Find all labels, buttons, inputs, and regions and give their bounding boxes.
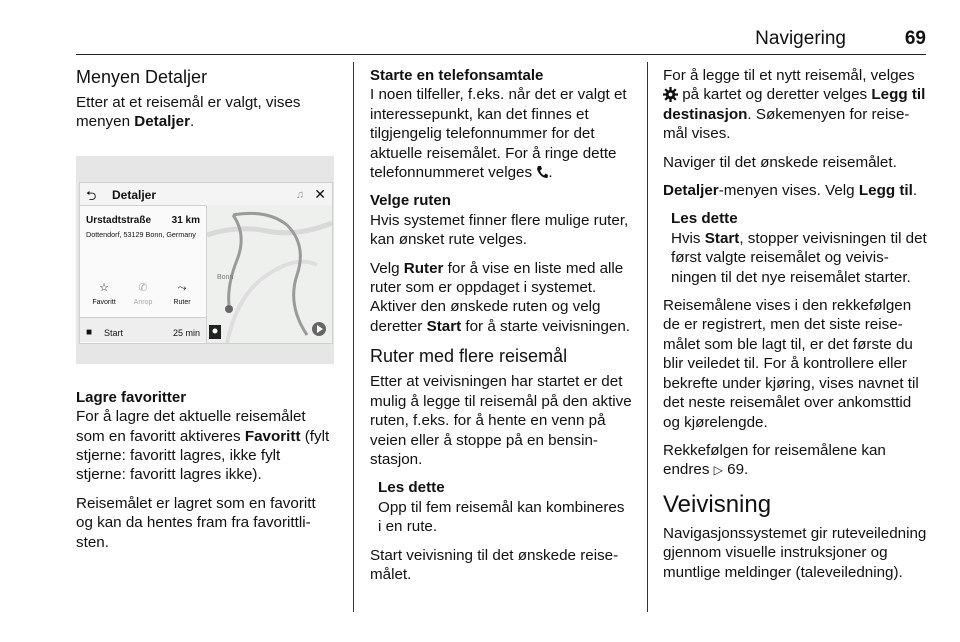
map-pin-icon [225, 305, 233, 313]
section-heading-menu-details: Menyen Detaljer [76, 67, 208, 87]
column-left [76, 66, 334, 561]
paragraph-save-favorites: For å lagre det aktuelle reisemålet som en favoritt aktiveres Favoritt (fylt stjerne: favoritt lagres, ikke fylt stjerne: favoritt lagres ikke). [76, 408, 330, 484]
page-reference-link[interactable]: 69 [727, 461, 745, 479]
phone-icon: ✆ [138, 281, 148, 294]
page-header-title: Navigering [755, 28, 846, 49]
details-screenshot [76, 156, 334, 364]
destination-distance: 31 km [171, 214, 200, 226]
call-button: ✆ Anrop [123, 279, 163, 312]
column-right [663, 66, 927, 591]
subheading-select-route: Velge ruten [370, 192, 451, 210]
note-text: Opp til fem reisemål kan kombineres i en rute. [378, 498, 625, 536]
column-middle [370, 66, 632, 593]
star-icon: ☆ [99, 281, 109, 294]
map-city-label: Bonn [217, 273, 234, 281]
destination-street: Urstadtstraße [86, 214, 152, 226]
destination-pane [80, 205, 207, 343]
back-arrow-icon: ⮌ [86, 187, 97, 203]
paragraph-add-destination: For å legge til et nytt reisemål, velges på kartet og deretter velges Legg til destinasjon. Søkemenyen for reisemål vises. [663, 67, 926, 143]
action-buttons [80, 279, 206, 311]
route-duration: 25 min [172, 327, 200, 338]
music-icon: ♫ [295, 188, 304, 201]
section-heading-multi-destination: Ruter med flere reisemål [370, 346, 568, 367]
car-icon: ■ [86, 326, 93, 338]
paragraph-route-1: Hvis systemet finner flere mulige ruter, kan ønsket rute velges. [370, 211, 629, 249]
favorite-button: ☆ Favoritt [84, 279, 124, 312]
column-divider [353, 62, 354, 612]
paragraph-order-change: Rekkefølgen for reisemålene kan endres ▷ 69. [663, 441, 927, 481]
column-divider [647, 62, 648, 612]
subheading-start-call: Starte en telefonsamtale [370, 67, 544, 84]
paragraph-start-call: I noen tilfeller, f.eks. når det er valgt et interessepunkt, kan det finnes et tilgjengelig telefonnummer for det aktuelle reisemålet. For å ringe dette telefonnummeret velges . [370, 86, 627, 182]
routes-button: ⤳ Ruter [162, 279, 202, 312]
paragraph-multi-1: Etter at veivisningen har startet er det mulig å legge til reisemål på den aktive ruten, f.eks. for å hente en venn på veien eller å stoppe på en bensinstasjon. [370, 373, 632, 468]
close-icon: ✕ [314, 185, 326, 202]
section-heading-guidance: Veivisning [663, 490, 772, 518]
paragraph-route-2: Velg Ruter for å vise en liste med alle ruter som er oppdaget i systemet. Aktiver den ønskede ruten og velg deretter Start for å starte veivisningen. [370, 259, 631, 335]
screen-title: Detaljer [112, 187, 157, 202]
note-text: Hvis Start, stopper veivisningen til det først valgte reisemålet og veivisningen til det nye reisemålet starter. [671, 229, 927, 286]
page-header [76, 26, 926, 55]
page-ref-arrow-icon: ▷ [713, 463, 723, 478]
paragraph-favorite-saved: Reisemålet er lagret som en favoritt og kan da hentes fram fra favorittlisten. [76, 494, 316, 551]
destination-address: Dottendorf, 53129 Bonn, Germany [86, 229, 196, 239]
page-number: 69 [904, 28, 926, 49]
route-icon: ⤳ [177, 281, 187, 294]
note-box [370, 478, 632, 536]
paragraph-details-menu: Detaljer-menyen vises. Velg Legg til. [663, 182, 918, 200]
paragraph-intro: Etter at et reisemål er valgt, vises menyen Detaljer. [76, 94, 301, 131]
paragraph-multi-2: Start veivisning til det ønskede reisemålet. [370, 546, 619, 583]
note-title: Les dette [378, 479, 445, 497]
paragraph-order: Reisemålene vises i den rekkefølgen de er registrert, men det siste reisemålet som ble lagt til, er det første du blir veiledet til. For å kontrollere eller bekrefte under kjøring, vises navnet til det neste reisemålet over ankomsttid og kjørelengde. [663, 297, 919, 431]
note-box [663, 209, 927, 287]
start-label: Start [104, 327, 124, 338]
paragraph-navigate: Naviger til det ønskede reisemålet. [663, 153, 897, 171]
screen-topbar [80, 183, 332, 206]
phone-icon [536, 165, 548, 179]
paragraph-guidance: Navigasjonssystemet gir ruteveiledning gjennom visuelle instruksjoner og muntlige meldinger (taleveiledning). [663, 524, 927, 581]
note-title: Les dette [671, 210, 738, 228]
subheading-save-favorites: Lagre favoritter [76, 388, 187, 406]
start-bar [80, 317, 206, 342]
details-screen [79, 182, 333, 344]
gear-icon [663, 87, 678, 102]
map-preview [207, 205, 332, 343]
